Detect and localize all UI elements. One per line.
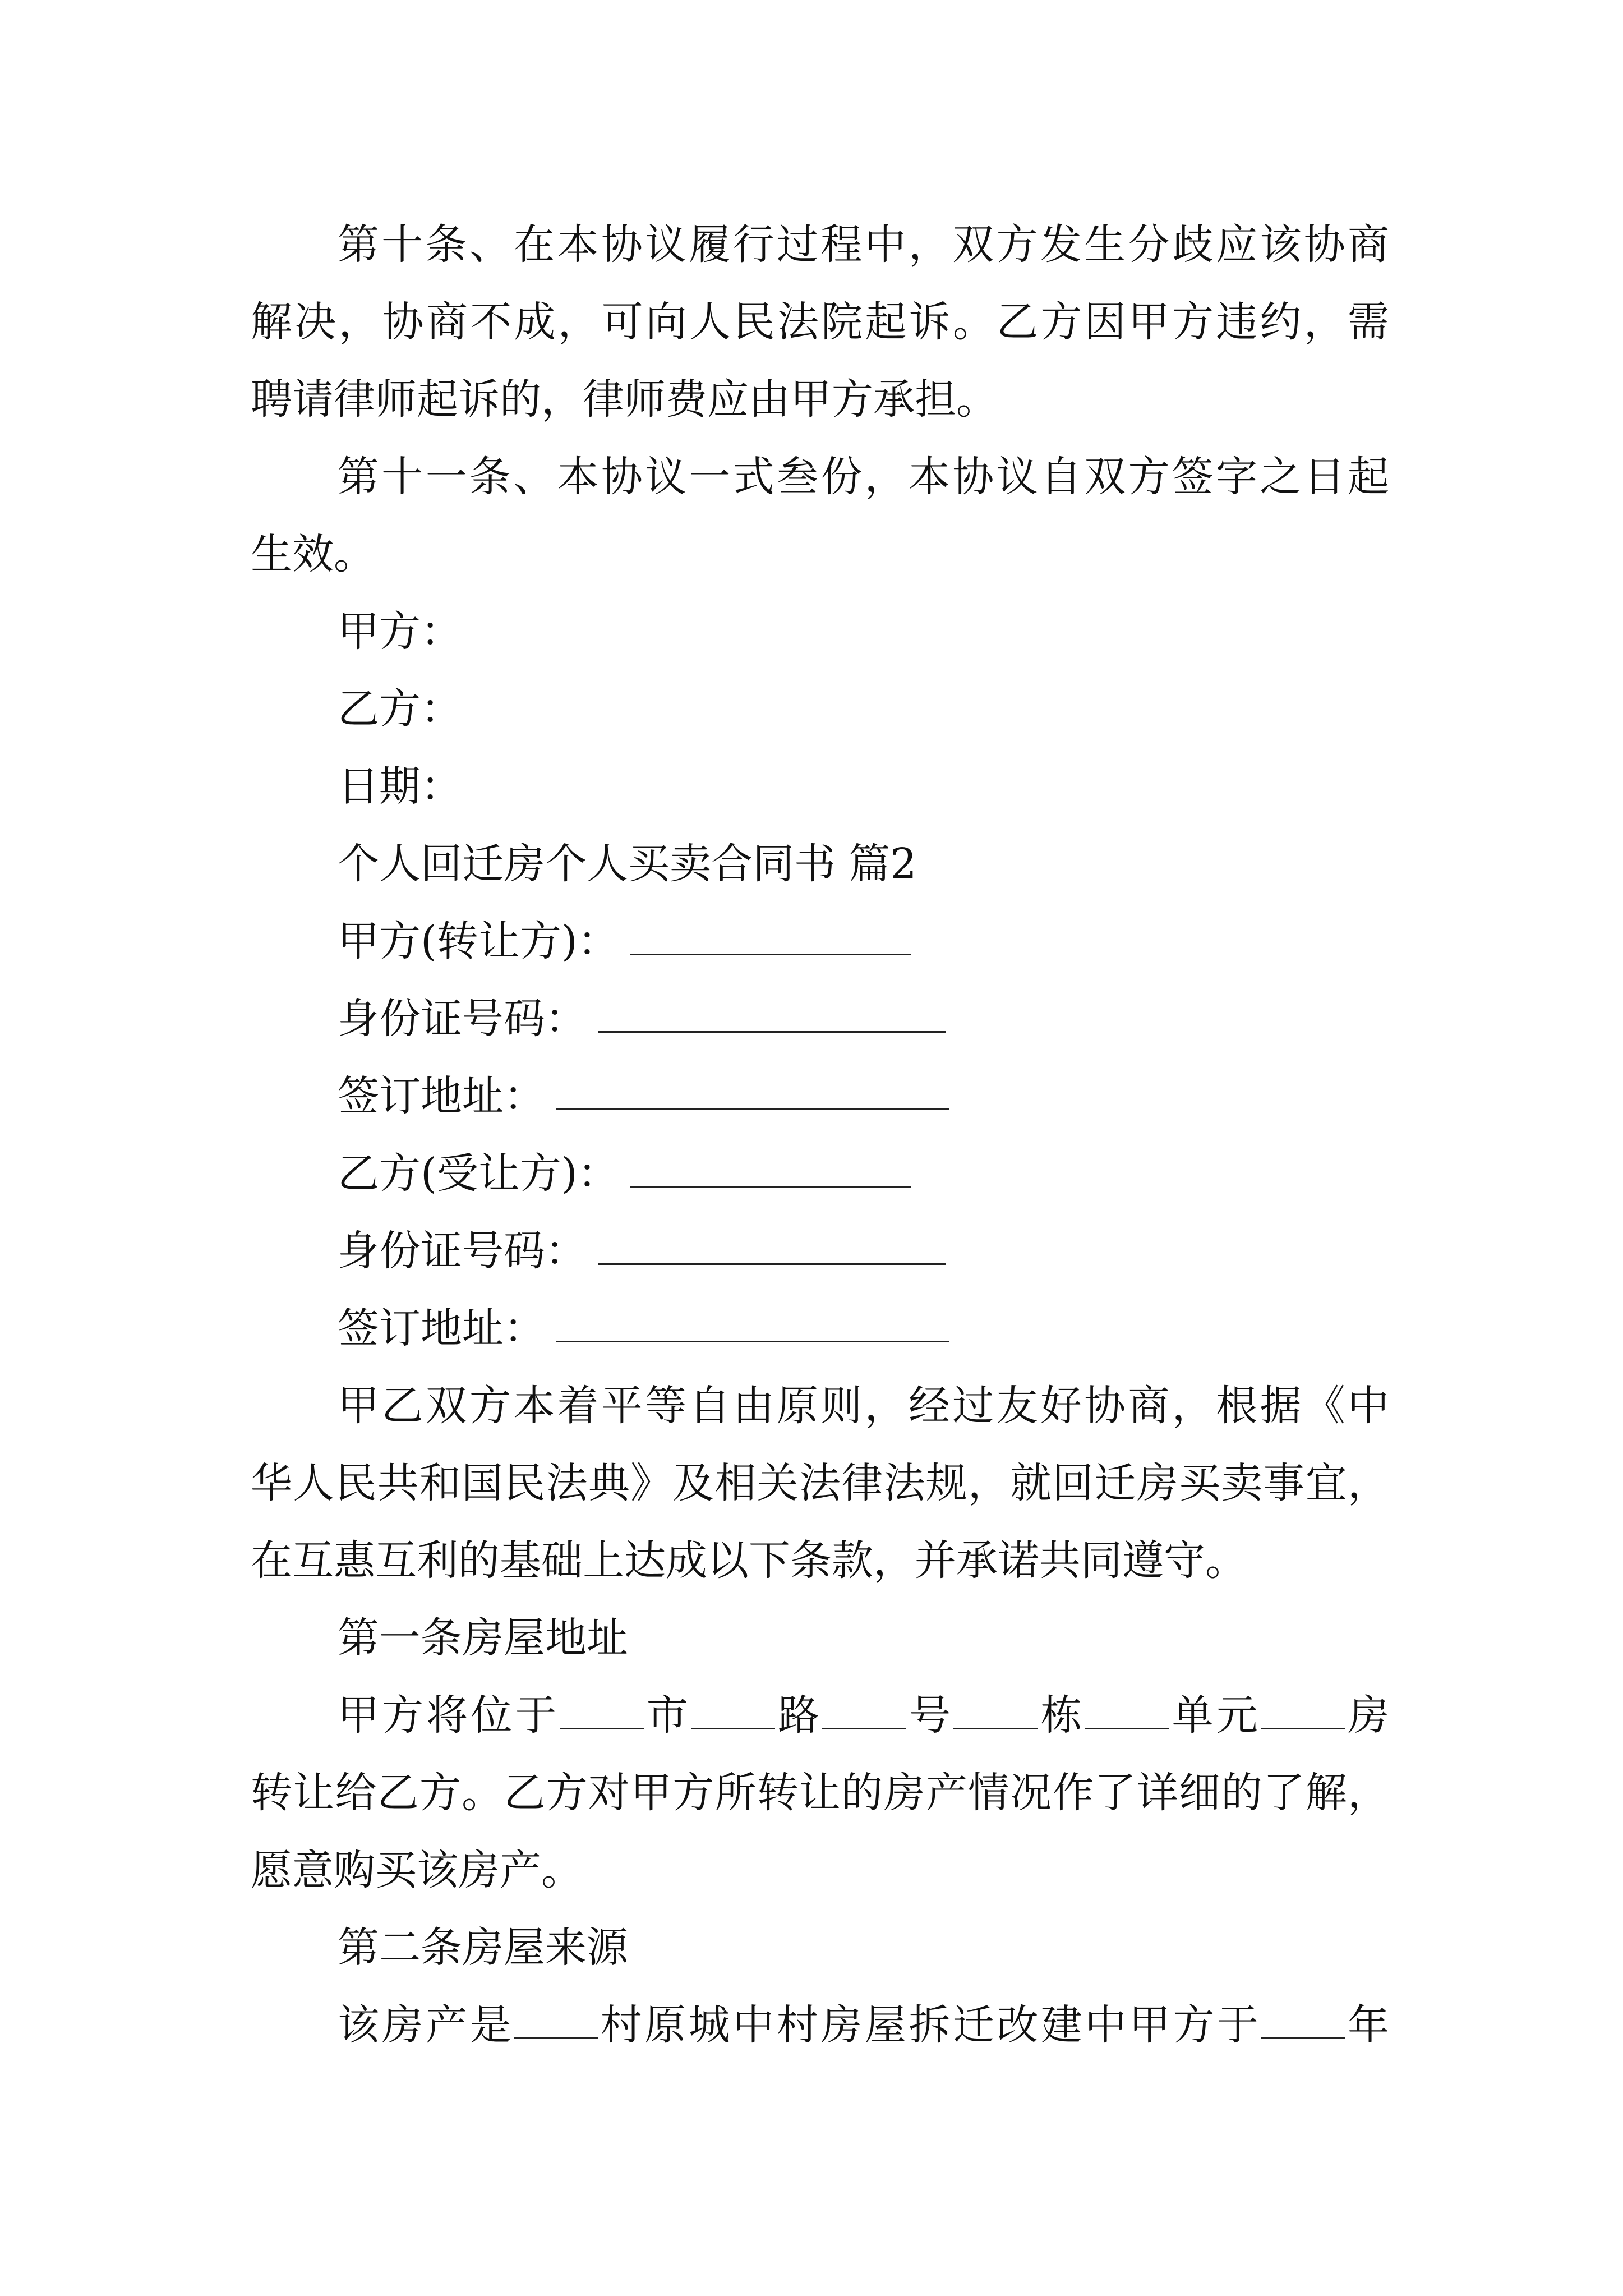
address-text-unit: 单元: [1169, 1691, 1261, 1740]
intro-line-3: 在互惠互利的基础上达成以下条款，并承诺共同遵守。: [251, 1536, 1247, 1585]
party-a-line: [338, 914, 1389, 968]
article-2-line-1: [338, 1998, 1389, 2052]
article-1-line-1: [338, 1688, 1389, 1742]
party-a-label: 甲方(转让方)：: [338, 917, 619, 965]
address-b-line: [338, 1301, 1389, 1355]
address-text-building: 栋: [1038, 1691, 1085, 1740]
article-1-line-2: 转让给乙方。乙方对甲方所转让的房产情况作了详细的了解，: [251, 1769, 1389, 1817]
road-blank: [691, 1693, 775, 1729]
article-11-line-2: 生效。: [251, 530, 375, 578]
source-text-year: 年: [1345, 2001, 1389, 2049]
article-1-line-3: 愿意购买该房产。: [251, 1846, 583, 1894]
intro-line-2: 华人民共和国民法典》及相关法律法规，就回迁房买卖事宜，: [251, 1459, 1389, 1507]
party-b-label: 乙方(受让方)：: [338, 1149, 619, 1198]
address-a-line: [338, 1069, 1389, 1123]
unit-blank: [1085, 1693, 1169, 1729]
article-2-title: 第二条房屋来源: [338, 1924, 628, 1972]
article-10-line-1: 第十条、在本协议履行过程中，双方发生分歧应该协商: [338, 220, 1389, 269]
party-a-blank: [630, 919, 911, 955]
id-a-blank: [598, 996, 946, 1033]
address-a-label: 签订地址：: [338, 1072, 545, 1120]
address-text-1: 甲方将位于: [338, 1691, 560, 1740]
id-b-blank: [598, 1228, 946, 1265]
address-text-room: 房: [1344, 1691, 1389, 1740]
id-b-line: [338, 1224, 1389, 1278]
id-b-label: 身份证号码：: [338, 1227, 587, 1275]
source-text-1: 该房产是: [338, 2001, 514, 2049]
article-1-title: 第一条房屋地址: [338, 1614, 628, 1662]
address-text-road: 路: [774, 1691, 823, 1740]
address-text-city: 市: [643, 1691, 691, 1740]
address-b-label: 签订地址：: [338, 1304, 545, 1352]
signature-party-b: 乙方：: [338, 685, 462, 733]
number-blank: [822, 1693, 906, 1729]
id-a-line: [338, 992, 1389, 1046]
signature-date: 日期：: [338, 762, 462, 811]
city-blank: [560, 1693, 644, 1729]
signature-party-a: 甲方：: [338, 608, 462, 656]
address-a-blank: [556, 1074, 949, 1110]
party-b-line: [338, 1147, 1389, 1200]
party-b-blank: [630, 1151, 911, 1188]
village-blank: [514, 2003, 598, 2039]
building-blank: [953, 1693, 1038, 1729]
year-blank: [1261, 2003, 1345, 2039]
article-11-line-1: 第十一条、本协议一式叁份，本协议自双方签字之日起: [338, 453, 1389, 501]
room-blank: [1261, 1693, 1345, 1729]
address-text-number: 号: [906, 1691, 954, 1740]
article-10-line-3: 聘请律师起诉的，律师费应由甲方承担。: [251, 375, 998, 424]
id-a-label: 身份证号码：: [338, 995, 587, 1043]
article-10-line-2: 解决，协商不成，可向人民法院起诉。乙方因甲方违约，需: [251, 298, 1389, 346]
address-b-blank: [556, 1306, 949, 1342]
intro-line-1: 甲乙双方本着平等自由原则，经过友好协商，根据《中: [338, 1382, 1389, 1430]
source-text-2: 村原城中村房屋拆迁改建中甲方于: [598, 2001, 1261, 2049]
contract-2-title: 个人回迁房个人买卖合同书 篇2: [338, 840, 917, 888]
